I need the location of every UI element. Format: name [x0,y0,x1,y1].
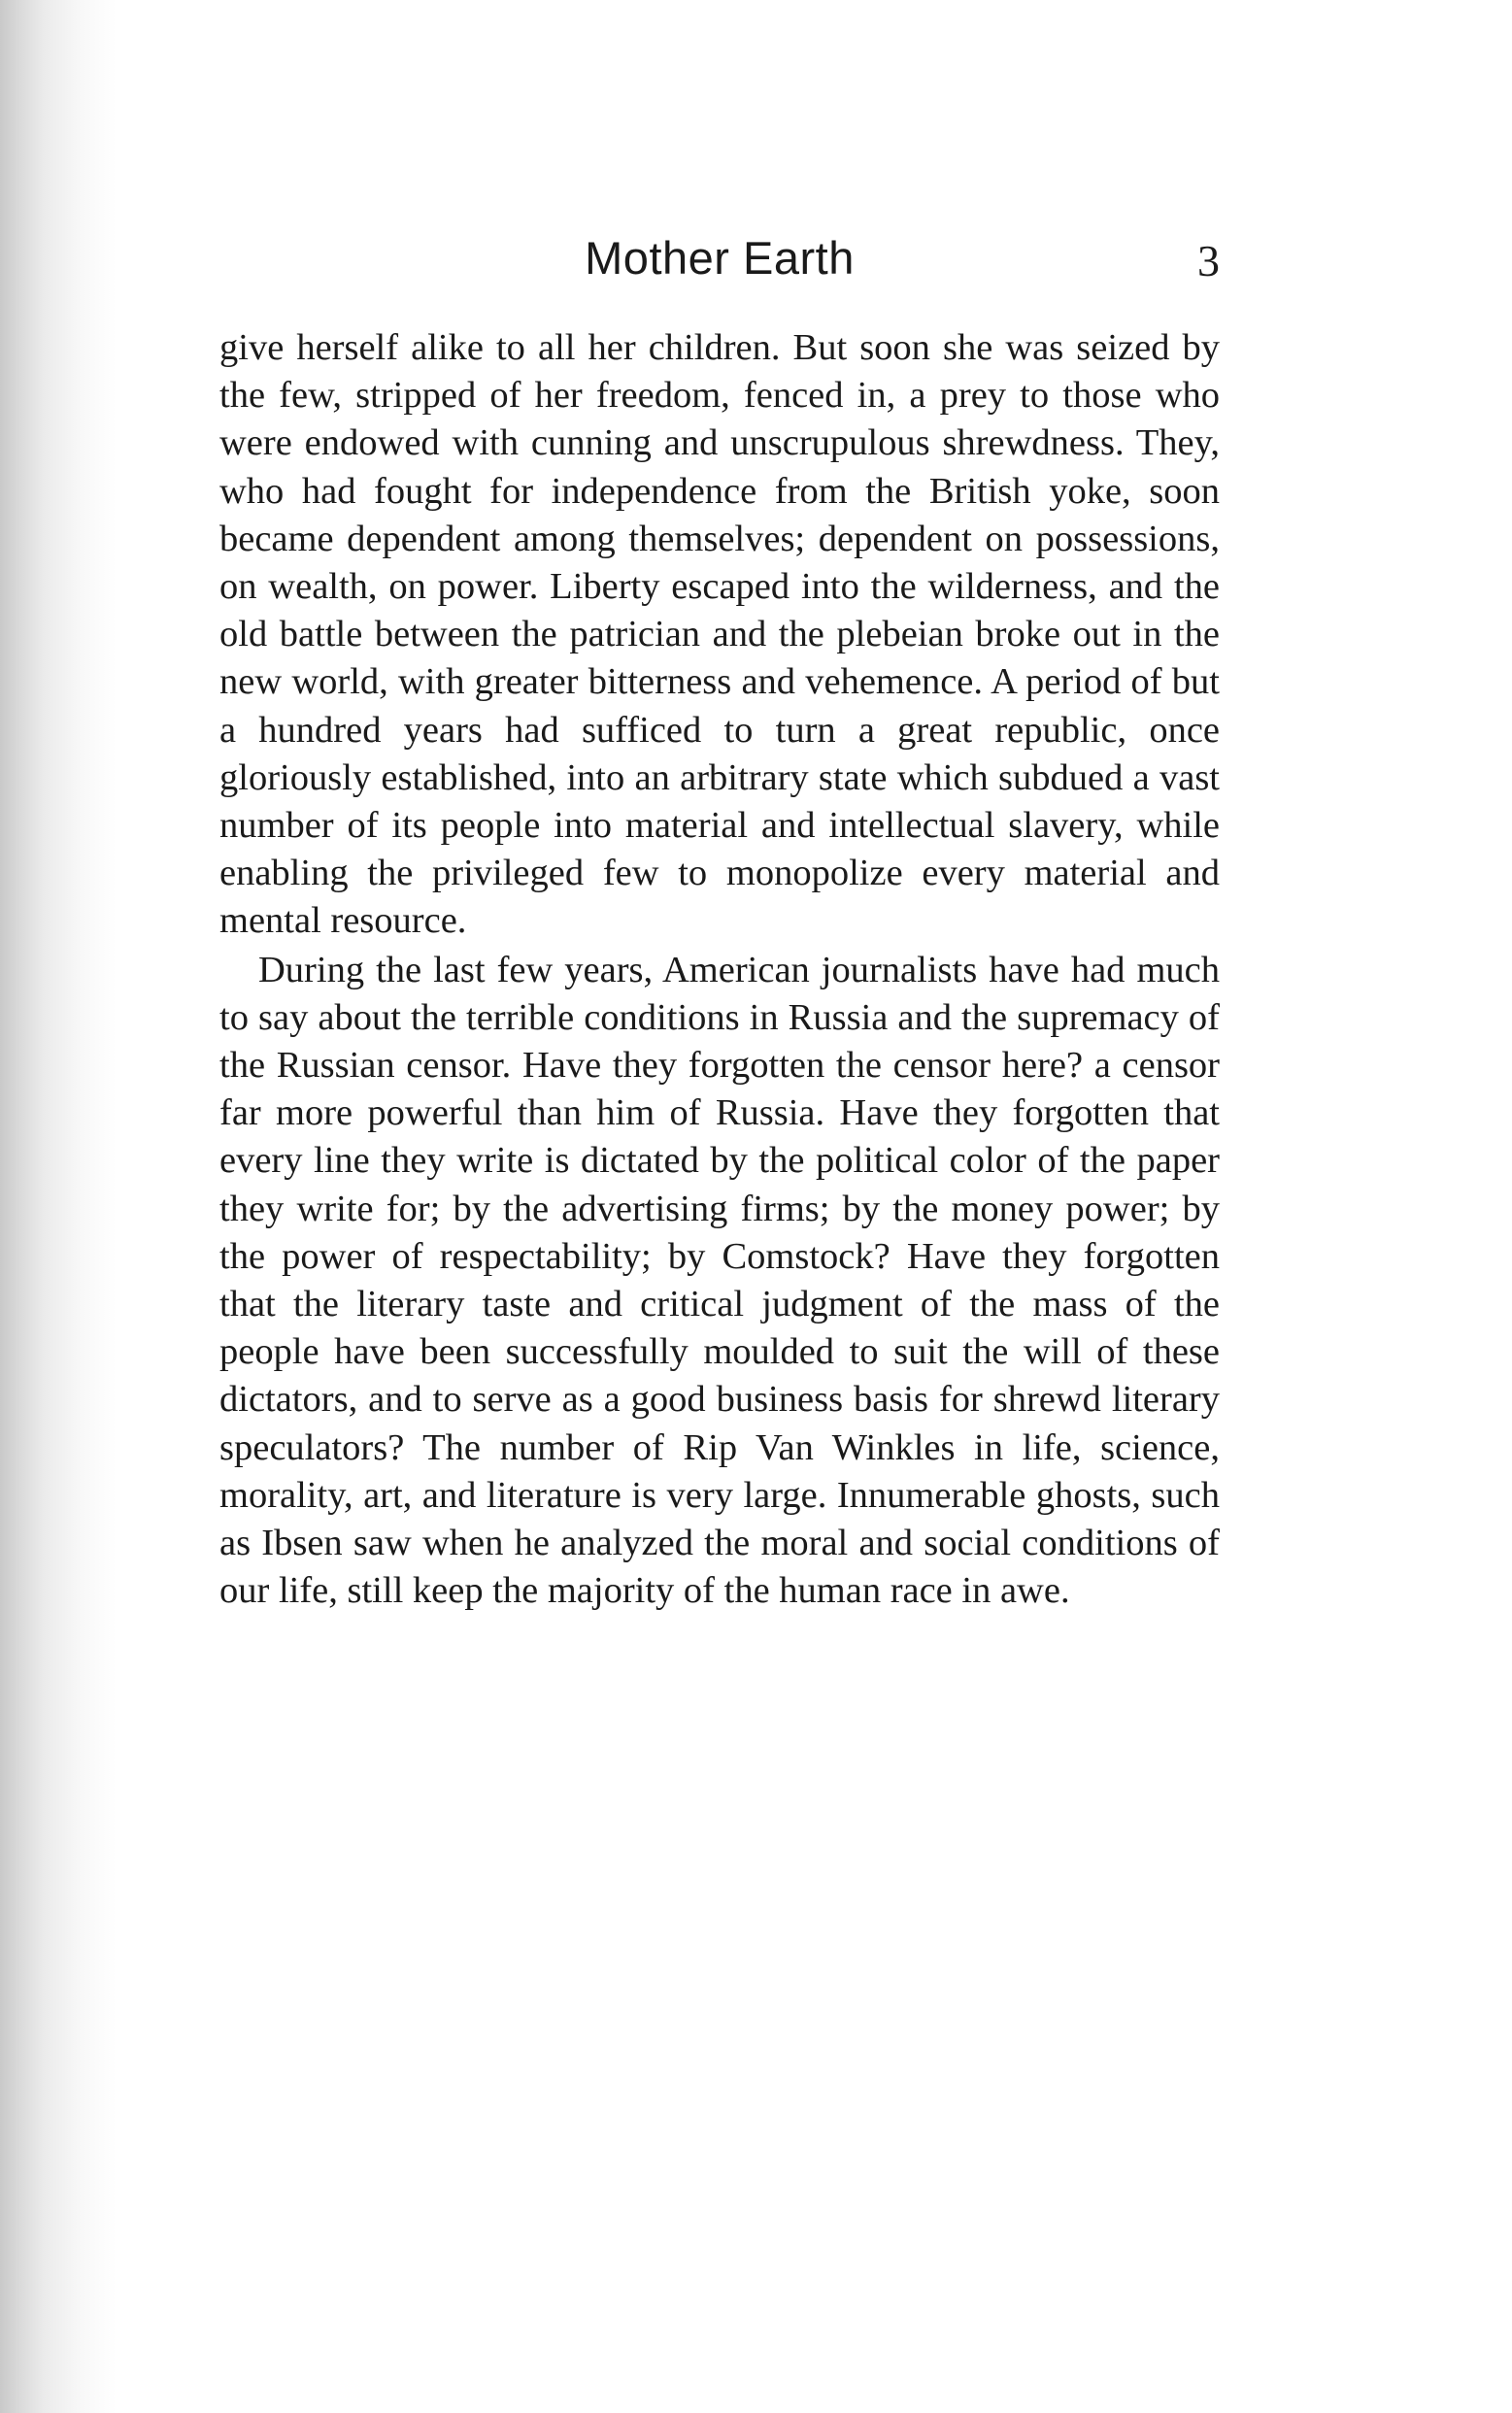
paragraph-2: During the last few years, American journalists have had much to say about the terrible conditions in Russia and the supremacy of the Russian censor. Have they forgotten the censor here? a censor far more powerful than him of Russia. Have they forgotten that every line they write is dictated by the political color of the paper they write for; by the advertising firms; by the money power; by the power of respectability; by Comstock? Have they forgotten that the literary taste and critical judgment of the mass of the people have been successfully moulded to suit the will of these dictators, and to serve as a good business basis for shrewd literary speculators? The number of Rip Van Winkles in life, science, morality, art, and literature is very large. Innumerable ghosts, such as Ibsen saw when he analyzed the moral and social conditions of our life, still keep the majority of the human race in awe. [219,949,1220,1612]
paragraph-1: give herself alike to all her children. But soon she was seized by the few, stripped of her freedom, fenced in, a prey to those who were endowed with cunning and unscrupulous shrewdness. They, who had fought for independence from the British yoke, soon became dependent among themselves; dependent on possessions, on wealth, on power. Liberty escaped into the wilderness, and the old battle between the patrician and the plebeian broke out in the new world, with greater bitterness and vehemence. A period of but a hundred years had sufficed to turn a great republic, once gloriously established, into an arbitrary state which subdued a vast number of its people into material and intellectual slavery, while enabling the privileged few to monopolize every material and mental resource. [219,327,1220,942]
scan-margin-shading [0,0,117,2413]
page-number: 3 [1197,236,1220,285]
body-text [219,324,1220,1615]
running-header [219,231,1220,289]
running-title: Mother Earth [585,232,855,284]
